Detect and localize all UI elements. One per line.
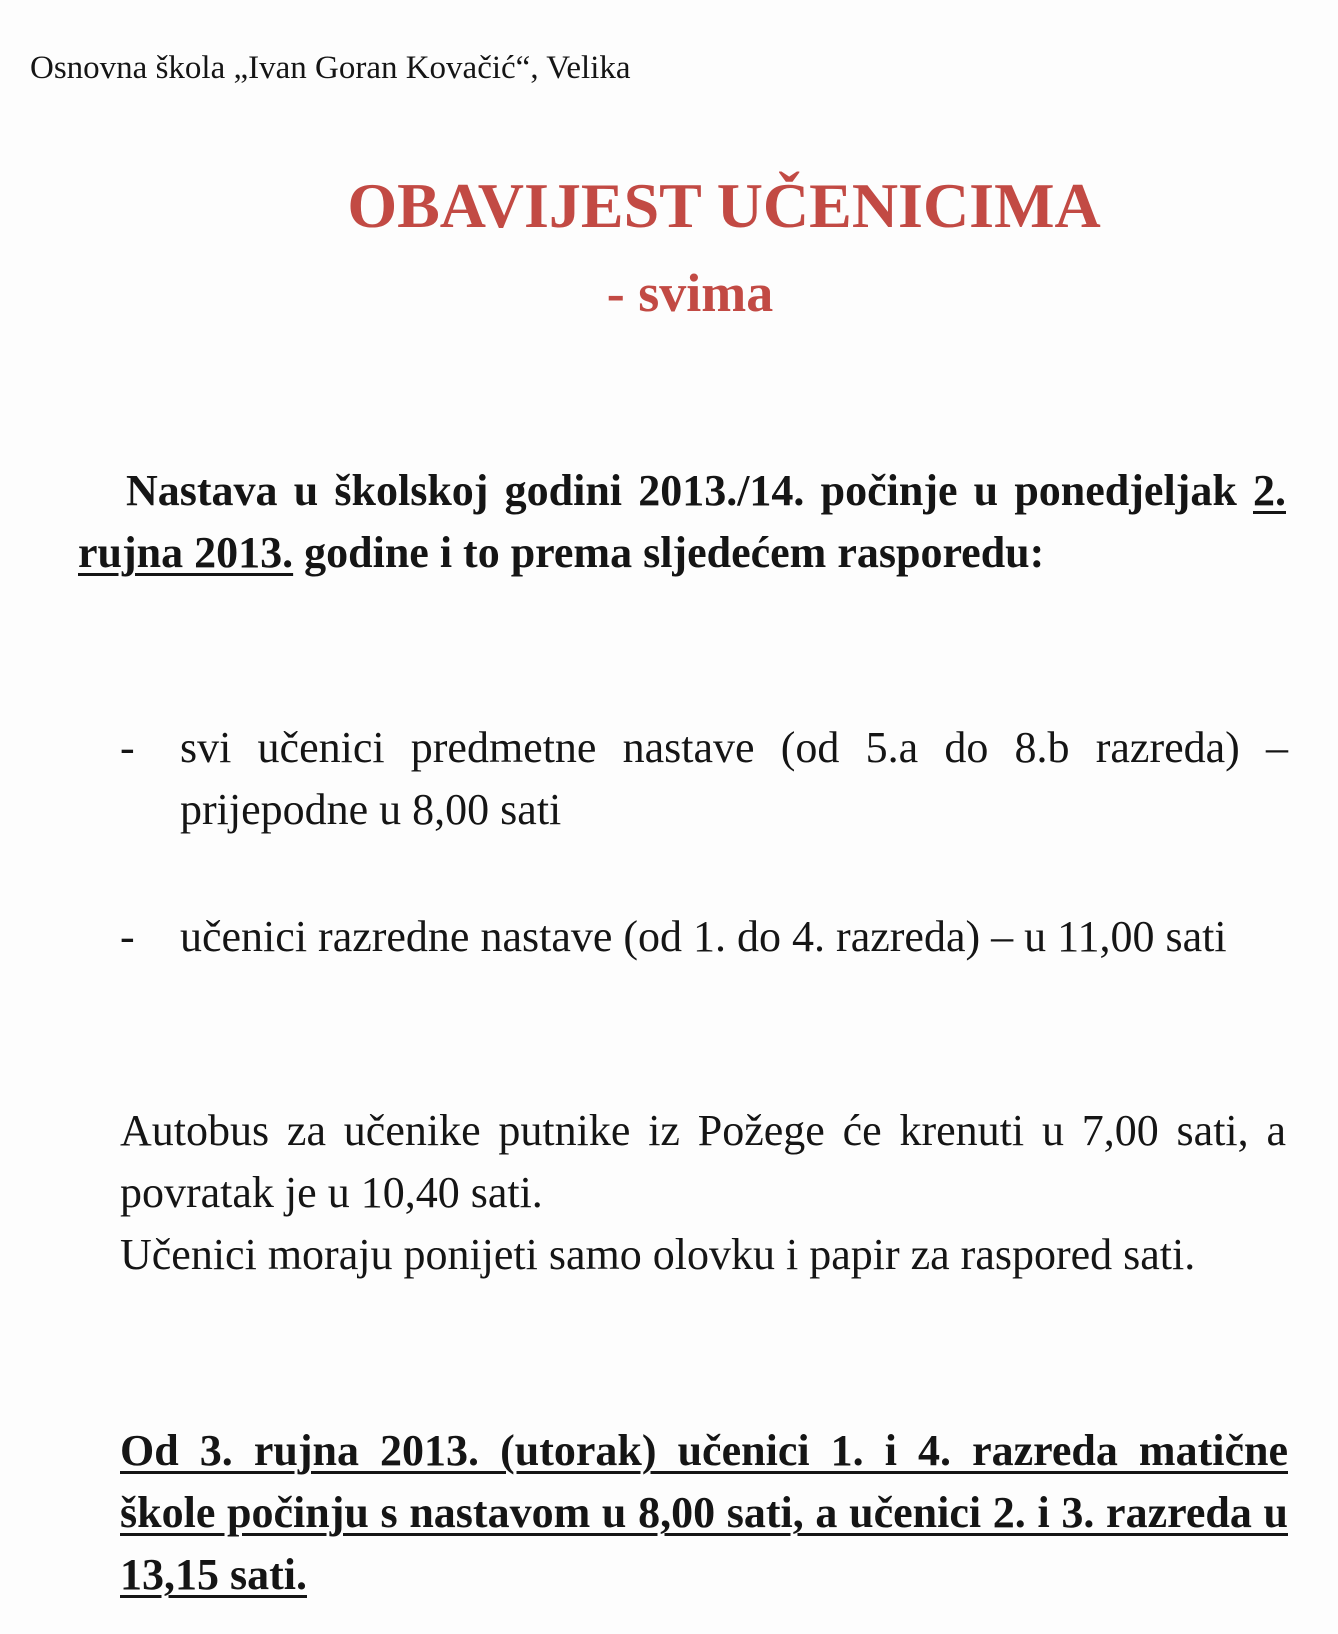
schedule-item xyxy=(120,717,1288,841)
supplies-notice: Učenici moraju ponijeti samo olovku i papir za raspored sati. xyxy=(120,1230,1196,1279)
bullet-dash: - xyxy=(120,912,135,961)
bus-notice: Autobus za učenike putnike iz Požege će krenuti u 7,00 sati, a povratak je u 10,40 sati. xyxy=(120,1106,1286,1217)
intro-text-before: Nastava u školskoj godini 2013./14. počinje u ponedjeljak xyxy=(126,466,1253,515)
schedule-item-text: svi učenici predmetne nastave (od 5.a do 8.b razreda) – prijepodne u 8,00 sati xyxy=(180,723,1288,834)
final-notice: Od 3. rujna 2013. (utorak) učenici 1. i 4. razreda matične škole počinju s nastavom u 8,00 sati, a učenici 2. i 3. razreda u 13,15 sati. xyxy=(120,1426,1288,1599)
schedule-item xyxy=(120,906,1288,968)
intro-text-after: godine i to prema sljedećem rasporedu: xyxy=(293,528,1045,577)
school-name: Osnovna škola „Ivan Goran Kovačić“, Velika xyxy=(30,50,631,86)
notice-title: OBAVIJEST UČENICIMA xyxy=(347,170,1101,241)
bullet-dash: - xyxy=(120,723,135,772)
notice-subtitle: - svima xyxy=(606,263,774,323)
start-date: 2. rujna 2013. xyxy=(78,466,1286,577)
schedule-item-text: učenici razredne nastave (od 1. do 4. razreda) – u 11,00 sati xyxy=(180,912,1227,961)
intro-paragraph xyxy=(78,460,1286,584)
